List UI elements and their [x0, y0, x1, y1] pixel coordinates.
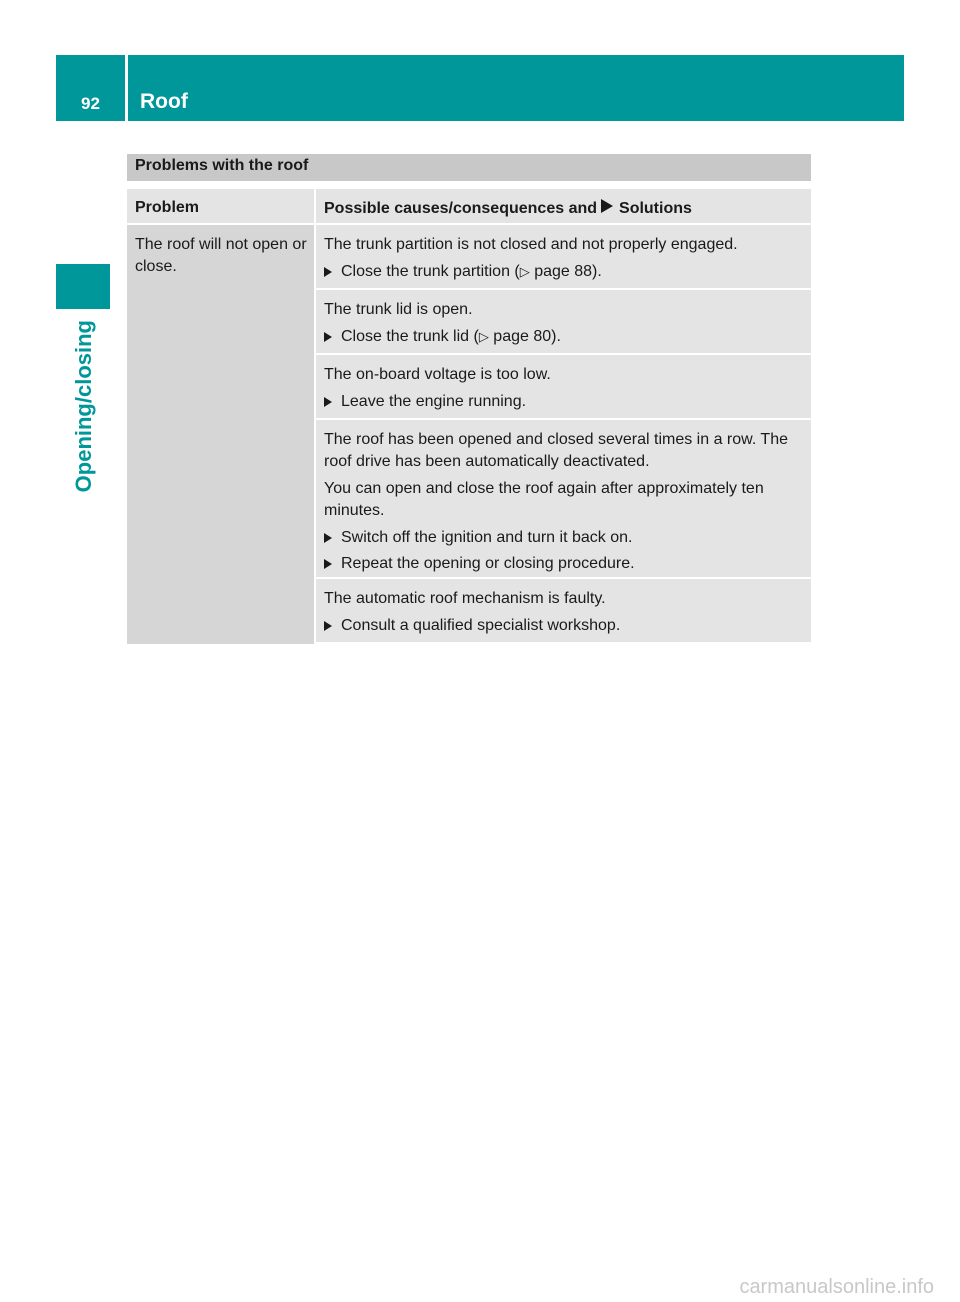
solution-step: [324, 261, 805, 283]
step-text-end: ).: [551, 328, 561, 345]
step-arrow-icon: [324, 267, 332, 277]
table-row: [316, 225, 811, 290]
problems-table: [127, 189, 811, 644]
page-ref-icon: ▷: [478, 329, 489, 344]
solution-step: [324, 326, 805, 348]
page-ref[interactable]: page 88: [534, 263, 593, 280]
table-row: [316, 420, 811, 579]
step-text: Leave the engine running.: [341, 393, 527, 410]
table-row: [316, 579, 811, 644]
step-arrow-icon: [324, 559, 332, 569]
step-arrow-icon: [324, 533, 332, 543]
causes-column: [314, 225, 811, 644]
table-header: [127, 189, 811, 225]
page-ref[interactable]: page 80: [493, 328, 552, 345]
table-body: [127, 225, 811, 644]
solution-step: [324, 615, 805, 637]
header-causes-text: Possible causes/consequences and: [324, 200, 598, 217]
table-title: Problems with the roof: [127, 154, 811, 181]
step-text: Close the trunk partition (: [341, 263, 520, 280]
step-text: Switch off the ignition and turn it back on.: [341, 529, 633, 546]
note-text: You can open and close the roof again after approximately ten minutes.: [324, 480, 764, 519]
step-text: Close the trunk lid (: [341, 328, 479, 345]
solution-step: [324, 391, 805, 413]
header-problem: Problem: [135, 199, 200, 216]
cause-text: The trunk partition is not closed and not properly engaged.: [324, 236, 738, 253]
solution-arrow-icon: [601, 199, 613, 213]
step-arrow-icon: [324, 332, 332, 342]
header-solutions-text: Solutions: [619, 200, 692, 217]
cause-text: The on-board voltage is too low.: [324, 366, 551, 383]
watermark: carmanualsonline.info: [739, 1276, 934, 1298]
cause-text: The roof has been opened and closed several times in a row. The roof drive has been automatically deactivated.: [324, 431, 788, 470]
step-text-end: ).: [592, 263, 602, 280]
page-number: 92: [81, 94, 100, 113]
step-arrow-icon: [324, 397, 332, 407]
table-row: [316, 355, 811, 420]
solution-step: [324, 527, 805, 549]
step-text: Repeat the opening or closing procedure.: [341, 555, 635, 572]
step-arrow-icon: [324, 621, 332, 631]
cause-text: The trunk lid is open.: [324, 301, 473, 318]
step-text: Consult a qualified specialist workshop.: [341, 617, 621, 634]
cause-text: The automatic roof mechanism is faulty.: [324, 590, 606, 607]
side-label-text: Opening/closing: [71, 320, 96, 493]
problem-cell: The roof will not open or close.: [127, 225, 314, 644]
section-title: Roof: [140, 90, 188, 113]
solution-step: [324, 553, 805, 575]
header-causes: [314, 189, 811, 223]
header-divider: [125, 55, 128, 121]
table-row: [316, 290, 811, 355]
side-tab: [56, 264, 110, 309]
page-ref-icon: ▷: [519, 264, 530, 279]
side-label: [57, 320, 111, 510]
